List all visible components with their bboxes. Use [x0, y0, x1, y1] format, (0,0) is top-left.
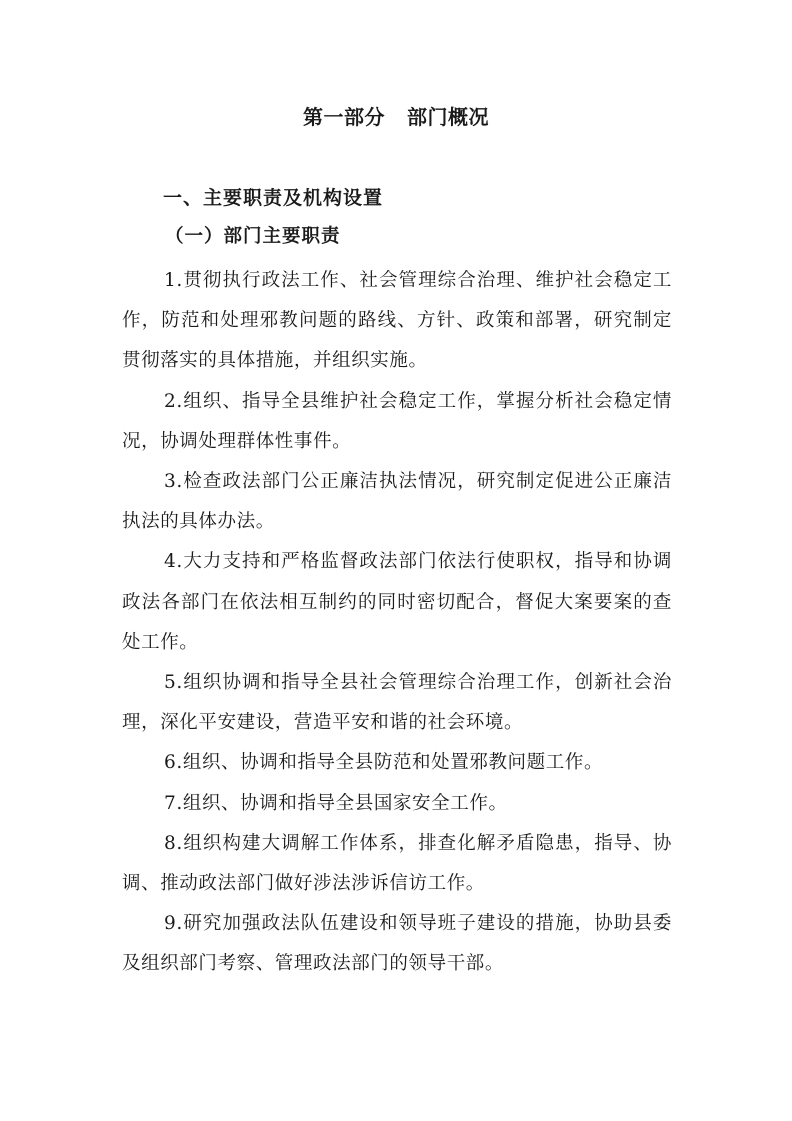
duty-paragraph-3: 3.检查政法部门公正廉洁执法情况，研究制定促进公正廉洁执法的具体办法。 — [122, 471, 672, 533]
title-part: 第一部分 — [303, 105, 385, 129]
duty-paragraph-5: 5.组织协调和指导全县社会管理综合治理工作，创新社会治理，深化平安建设，营造平安和谐的社会环境。 — [122, 672, 672, 734]
duty-paragraph-7: 7.组织、协调和指导全县国家安全工作。 — [164, 792, 508, 814]
section-heading: 一、主要职责及机构设置 — [163, 187, 384, 209]
duties-list — [122, 261, 672, 985]
duty-paragraph-9: 9.研究加强政法队伍建设和领导班子建设的措施，协助县委及组织部门考察、管理政法部门的领导干部。 — [122, 913, 672, 975]
duty-paragraph-1: 1.贯彻执行政法工作、社会管理综合治理、维护社会稳定工作，防范和处理邪教问题的路线、方针、政策和部署，研究制定贯彻落实的具体措施，并组织实施。 — [122, 270, 672, 372]
duty-paragraph-2: 2.组织、指导全县维护社会稳定工作，掌握分析社会稳定情况，协调处理群体性事件。 — [122, 390, 672, 452]
duty-paragraph-4: 4.大力支持和严格监督政法部门依法行使职权，指导和协调政法各部门在依法相互制约的同时密切配合，督促大案要案的查处工作。 — [122, 551, 672, 653]
page-title — [0, 102, 792, 132]
duty-paragraph-8: 8.组织构建大调解工作体系，排查化解矛盾隐患，指导、协调、推动政法部门做好涉法涉诉信访工作。 — [122, 832, 672, 895]
subsection-heading: （一）部门主要职责 — [165, 226, 341, 247]
title-name: 部门概况 — [407, 105, 489, 129]
duty-paragraph-6: 6.组织、协调和指导全县防范和处置邪教问题工作。 — [164, 752, 604, 774]
